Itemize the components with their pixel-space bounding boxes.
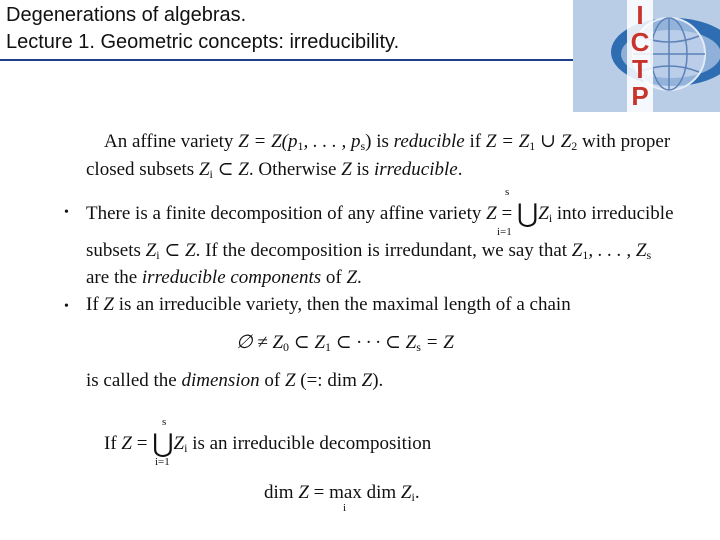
- union-upper-limit: s: [505, 186, 510, 198]
- bullet-1-line-2: subsets $Z_i$ ⊂ Z. If the decomposition is irredundant, we say that $Z_1$, . . . , $Z_s$: [86, 240, 652, 262]
- chain-formula: ∅ ≠ $Z_0$ ⊂ $Z_1$ ⊂ · · · ⊂ $Z_s = Z$: [236, 332, 454, 354]
- bullet-2-line-1: If Z is an irreducible variety, then the maximal length of a chain: [86, 294, 571, 315]
- title-line-1: Degenerations of algebras.: [6, 4, 247, 26]
- definition-line-1: An affine variety $Z = Z(p_1$, . . . , $p_s$) is reducible if $Z = Z_1$ ∪ $Z_2$ with proper: [104, 131, 671, 153]
- bullet-1-line-1: There is a finite decomposition of any affine variety $Z = ⋃Z_i$ into irreducible: [86, 199, 674, 228]
- bullet-1: •: [64, 205, 69, 220]
- title-line-2: Lecture 1. Geometric concepts: irreducibility.: [6, 31, 400, 53]
- union-upper-limit-2: s: [162, 416, 167, 428]
- svg-text:C: C: [630, 27, 650, 57]
- union-lower-limit: i=1: [497, 226, 512, 238]
- svg-text:T: T: [632, 54, 648, 84]
- max-subscript: i: [343, 502, 347, 514]
- dimension-formula: dim Z = max dim $Z_i$.: [264, 482, 420, 504]
- dimension-definition: is called the dimension of Z (=: dim Z).: [86, 370, 384, 391]
- union-lower-limit-2: i=1: [155, 456, 170, 468]
- bullet-1-line-3: are the irreducible components of Z.: [86, 267, 362, 288]
- bullet-2: •: [64, 299, 69, 314]
- svg-text:P: P: [631, 81, 649, 111]
- decomposition-line: If $Z = ⋃Z_i$ is an irreducible decomposition: [104, 429, 432, 458]
- definition-line-2: closed subsets $Z_i$ ⊂ Z. Otherwise Z is irreducible.: [86, 159, 463, 181]
- svg-text:I: I: [636, 0, 644, 30]
